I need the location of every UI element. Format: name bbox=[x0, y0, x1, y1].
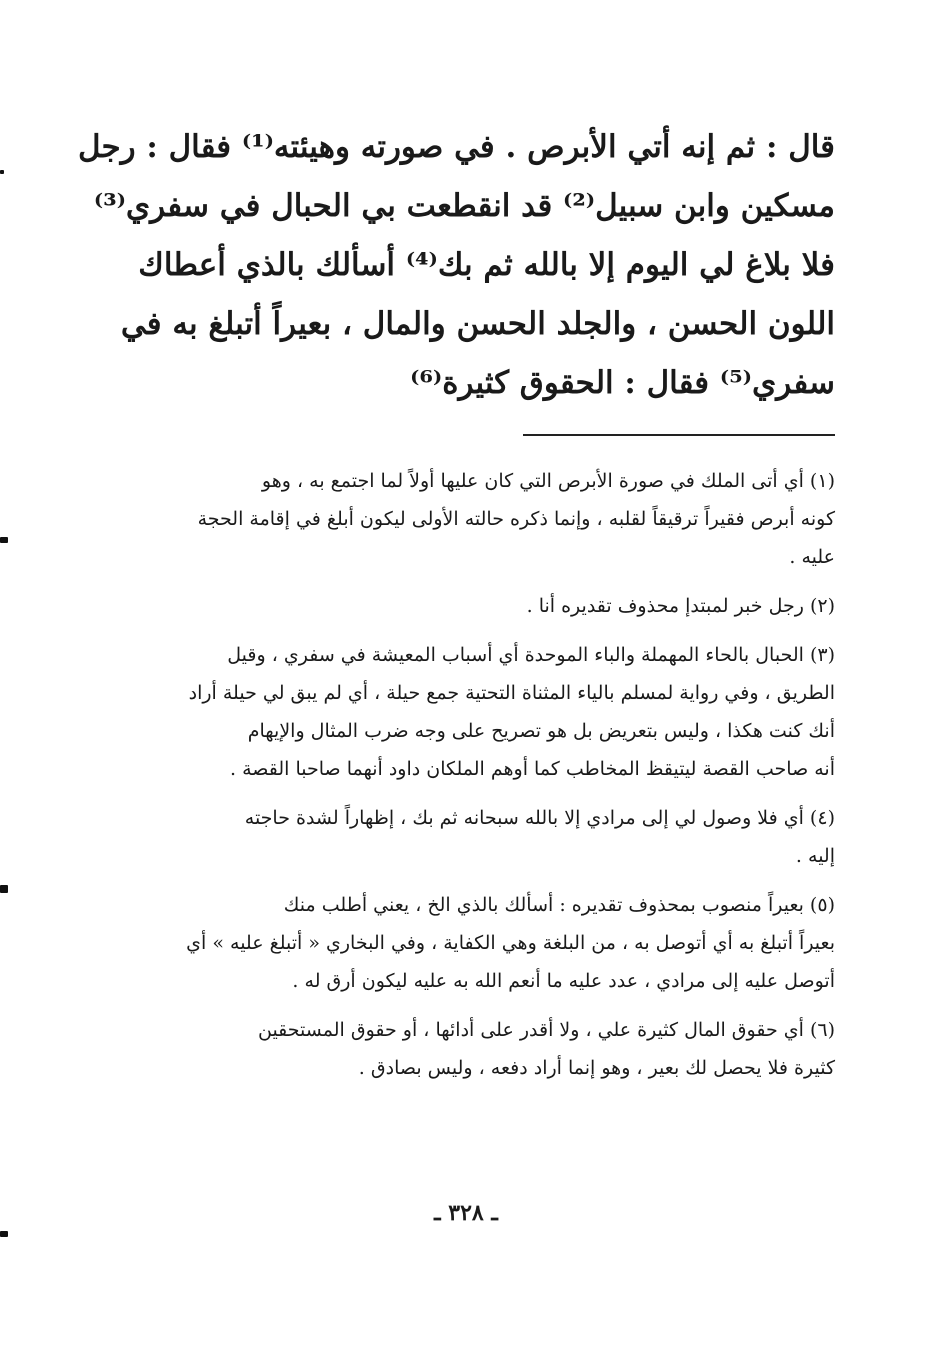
main-text-line: قال : ثم إنه أتي الأبرص . في صورته وهيئته⁽¹⁾ فقال : رجل bbox=[77, 129, 835, 165]
footnote-line: (٥) بعيراً منصوب بمحذوف تقديره : أسألك بالذي الخ ، يعني أطلب منك bbox=[283, 894, 835, 916]
footnote-2 bbox=[108, 587, 835, 625]
scan-edge-mark bbox=[0, 537, 8, 543]
footnote-6 bbox=[108, 1011, 835, 1087]
scan-edge-mark bbox=[0, 1231, 8, 1237]
footnote-line: أنك كنت هكذا ، وليس بتعريض بل هو تصريح على وجه ضرب المثال والإيهام bbox=[247, 720, 835, 742]
footnote-line: (٤) أي فلا وصول لي إلى مرادي إلا بالله سبحانه ثم بك ، إظهاراً لشدة حاجته bbox=[244, 807, 835, 829]
footnote-line: (٢) رجل خبر لمبتدإ محذوف تقديره أنا . bbox=[526, 595, 835, 617]
footnotes-section bbox=[108, 462, 835, 1098]
footnote-line: (٦) أي حقوق المال كثيرة علي ، ولا أقدر على أدائها ، أو حقوق المستحقين bbox=[257, 1019, 835, 1041]
scan-edge-mark bbox=[0, 170, 4, 174]
main-text-line: فلا بلاغ لي اليوم إلا بالله ثم بك⁽⁴⁾ أسألك بالذي أعطاك bbox=[138, 247, 835, 283]
footnote-4 bbox=[108, 799, 835, 875]
footnote-line: عليه . bbox=[789, 546, 835, 568]
footnote-line: أنه صاحب القصة ليتيقظ المخاطب كما أوهم الملكان داود أنهما صاحبا القصة . bbox=[230, 758, 835, 780]
scan-edge-mark bbox=[0, 885, 8, 893]
main-text-line: مسكين وابن سبيل⁽²⁾ قد انقطعت بي الحبال في سفري⁽³⁾ bbox=[93, 188, 835, 224]
footnote-line: كثيرة فلا يحصل لك بعير ، وهو إنما أراد دفعه ، وليس بصادق . bbox=[358, 1057, 835, 1079]
footnote-1 bbox=[108, 462, 835, 576]
footnote-3 bbox=[108, 636, 835, 788]
footnote-line: (٣) الحبال بالحاء المهملة والباء الموحدة أي أسباب المعيشة في سفري ، وقيل bbox=[227, 644, 835, 666]
footnote-line: بعيراً أتبلغ به أي أتوصل به ، من البلغة وهي الكفاية ، وفي البخاري « أتبلغ عليه » أي bbox=[186, 932, 835, 954]
footnote-line: (١) أي أتى الملك في صورة الأبرص التي كان عليها أولاً لما اجتمع به ، وهو bbox=[261, 470, 835, 492]
footnote-5 bbox=[108, 886, 835, 1000]
page-number: ـ ٣٢٨ ـ bbox=[434, 1200, 498, 1226]
footnote-line: أتوصل عليه إلى مرادي ، عدد عليه ما أنعم الله به عليه ليكون أرق له . bbox=[292, 970, 835, 992]
footnote-line: الطريق ، وفي رواية لمسلم بالياء المثناة التحتية جمع حيلة ، أي لم يبق لي حيلة أراد bbox=[188, 682, 835, 704]
main-text-line: سفري⁽⁵⁾ فقال : الحقوق كثيرة⁽⁶⁾ bbox=[410, 365, 835, 401]
footnote-line: إليه . bbox=[795, 845, 835, 867]
main-text-block bbox=[77, 118, 835, 413]
footnote-line: كونه أبرص فقيراً ترقيقاً لقلبه ، وإنما ذكره حالته الأولى ليكون أبلغ في إقامة الحجة bbox=[197, 508, 835, 530]
main-text-line: اللون الحسن ، والجلد الحسن والمال ، بعيراً أتبلغ به في bbox=[120, 306, 835, 342]
footnote-divider bbox=[523, 434, 835, 436]
